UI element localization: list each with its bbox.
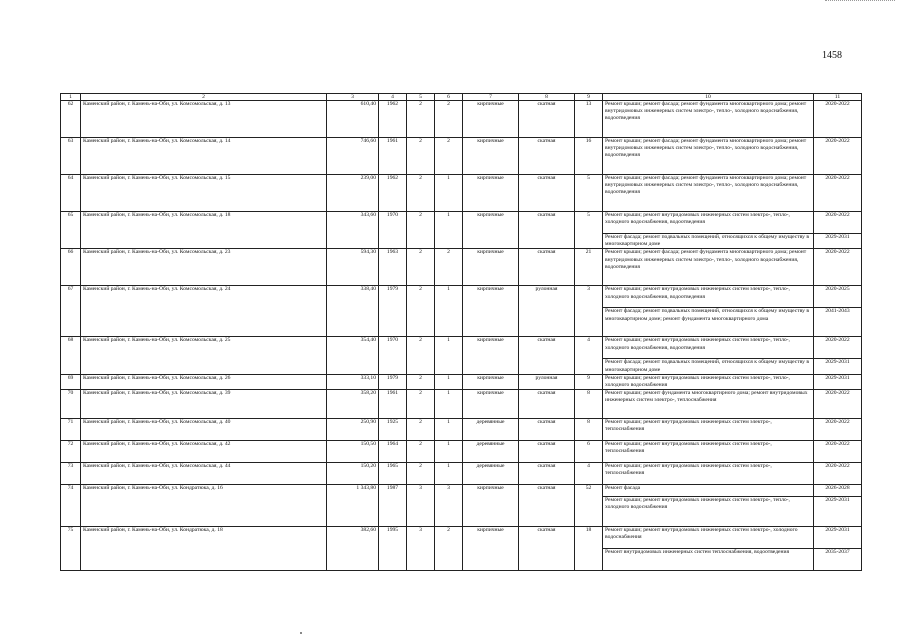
cell-address: Каменский район, г. Камень-на-Оби, ул. Комсомольская, д. 25 [81, 337, 327, 374]
cell-walls: кирпичные [463, 175, 519, 212]
cell-walls: кирпичные [463, 374, 519, 389]
cell-works: Ремонт крыши; ремонт внутридомовых инженерных систем электро-, тепло-, холодного водоснабжения [603, 497, 814, 527]
col-header-6: 6 [435, 94, 463, 101]
cell-year: 1965 [379, 463, 407, 485]
cell-number: 68 [61, 337, 81, 374]
col-header-9: 9 [575, 94, 603, 101]
cell-roof: скатная [519, 441, 575, 463]
cell-period: 2029-2031 [814, 359, 862, 374]
cell-address: Каменский район, г. Камень-на-Оби, ул. Комсомольская, д. 15 [81, 175, 327, 212]
cell-flats: 9 [575, 374, 603, 389]
cell-walls: деревянные [463, 463, 519, 485]
cell-number: 70 [61, 390, 81, 419]
table-row [61, 419, 862, 441]
col-header-10: 10 [603, 94, 814, 101]
cell-year: 1961 [379, 138, 407, 175]
cell-floors: 2 [407, 175, 435, 212]
cell-walls: кирпичные [463, 138, 519, 175]
cell-entrances: 2 [435, 138, 463, 175]
cell-period: 2020-2022 [814, 212, 862, 234]
cell-number: 74 [61, 485, 81, 527]
cell-year: 1962 [379, 175, 407, 212]
cell-number: 75 [61, 527, 81, 571]
cell-entrances: 1 [435, 390, 463, 419]
col-header-4: 4 [379, 94, 407, 101]
cell-address: Каменский район, г. Камень-на-Оби, ул. Кондратюка, д. 18 [81, 527, 327, 571]
cell-period: 2029-2031 [814, 527, 862, 549]
cell-period: 2020-2022 [814, 441, 862, 463]
col-header-5: 5 [407, 94, 435, 101]
cell-address: Каменский район, г. Камень-на-Оби, ул. Комсомольская, д. 23 [81, 249, 327, 286]
cell-entrances: 1 [435, 374, 463, 389]
cell-walls: кирпичные [463, 390, 519, 419]
cell-entrances: 1 [435, 286, 463, 337]
cell-area: 382,60 [327, 527, 379, 571]
table-row [61, 286, 862, 308]
cell-number: 72 [61, 441, 81, 463]
cell-works: Ремонт крыши; ремонт фасада; ремонт фундамента многоквартирного дома; ремонт внутридомовых инженерных систем электро-, тепло-, холодного водоснабжения, водоотведения [603, 175, 814, 212]
cell-walls: кирпичные [463, 485, 519, 527]
cell-period: 2035-2037 [814, 549, 862, 571]
cell-entrances: 3 [435, 485, 463, 527]
cell-flats: 3 [575, 286, 603, 337]
cell-works: Ремонт крыши; ремонт внутридомовых инженерных систем электро-, теплоснабжения [603, 441, 814, 463]
cell-roof: скатная [519, 390, 575, 419]
cell-walls: кирпичные [463, 101, 519, 138]
cell-roof: скатная [519, 337, 575, 374]
cell-area: 343,60 [327, 212, 379, 249]
cell-works: Ремонт фасада; ремонт подвальных помещений, относящихся к общему имуществу в многоквартирном доме [603, 234, 814, 249]
cell-works: Ремонт крыши; ремонт внутридомовых инженерных систем электро-, тепло-, холодного водоснабжения, водоотведения [603, 337, 814, 359]
cell-works: Ремонт крыши; ремонт фасада; ремонт фундамента многоквартирного дома; ремонт внутридомовых инженерных систем электро-, тепло-, холодного водоснабжения, водоотведения [603, 138, 814, 175]
cell-entrances: 2 [435, 249, 463, 286]
cell-works: Ремонт крыши; ремонт фасада; ремонт фундамента многоквартирного дома; ремонт внутридомовых инженерных систем электро-, тепло-, холодного водоснабжения, водоотведения [603, 249, 814, 286]
cell-period: 2020-2022 [814, 101, 862, 138]
table-row [61, 390, 862, 419]
table-row [61, 212, 862, 234]
cell-entrances: 1 [435, 175, 463, 212]
cell-flats: 13 [575, 101, 603, 138]
cell-entrances: 1 [435, 212, 463, 249]
cell-flats: 8 [575, 390, 603, 419]
cell-roof: скатная [519, 175, 575, 212]
table-row [61, 527, 862, 549]
cell-works: Ремонт крыши; ремонт внутридомовых инженерных систем электро-, тепло-, холодного водоснабжения [603, 374, 814, 389]
cell-area: 594,30 [327, 249, 379, 286]
cell-roof: скатная [519, 527, 575, 571]
cell-works: Ремонт внутридомовых инженерных систем теплоснабжения, водоотведения [603, 549, 814, 571]
cell-entrances: 1 [435, 419, 463, 441]
cell-period: 2029-2031 [814, 497, 862, 527]
cell-address: Каменский район, г. Камень-на-Оби, ул. Комсомольская, д. 24 [81, 286, 327, 337]
cell-year: 1987 [379, 485, 407, 527]
cell-works: Ремонт фасада; ремонт подвальных помещений, относящихся к общему имуществу в многоквартирном доме; ремонт фундамента многоквартирного дома [603, 308, 814, 337]
cell-entrances: 2 [435, 527, 463, 571]
cell-area: 1 343,80 [327, 485, 379, 527]
cell-period: 2029-2031 [814, 234, 862, 249]
cell-entrances: 1 [435, 441, 463, 463]
cell-flats: 8 [575, 419, 603, 441]
cell-period: 2041-2043 [814, 308, 862, 337]
cell-flats: 18 [575, 527, 603, 571]
cell-address: Каменский район, г. Камень-на-Оби, ул. Комсомольская, д. 44 [81, 463, 327, 485]
table-row [61, 485, 862, 497]
cell-number: 62 [61, 101, 81, 138]
cell-year: 1925 [379, 419, 407, 441]
cell-floors: 2 [407, 441, 435, 463]
cell-address: Каменский район, г. Камень-на-Оби, ул. Комсомольская, д. 13 [81, 101, 327, 138]
cell-period: 2020-2022 [814, 175, 862, 212]
cell-entrances: 1 [435, 337, 463, 374]
cell-floors: 2 [407, 463, 435, 485]
cell-period: 2020-2022 [814, 337, 862, 359]
table-row [61, 101, 862, 138]
cell-floors: 3 [407, 485, 435, 527]
cell-flats: 5 [575, 175, 603, 212]
cell-address: Каменский район, г. Камень-на-Оби, ул. Комсомольская, д. 18 [81, 212, 327, 249]
cell-floors: 2 [407, 419, 435, 441]
cell-period: 2020-2022 [814, 463, 862, 485]
table-row [61, 441, 862, 463]
col-header-3: 3 [327, 94, 379, 101]
cell-flats: 6 [575, 441, 603, 463]
cell-walls: кирпичные [463, 249, 519, 286]
cell-roof: рулонная [519, 286, 575, 337]
cell-flats: 5 [575, 212, 603, 249]
cell-number: 71 [61, 419, 81, 441]
cell-roof: скатная [519, 463, 575, 485]
cell-number: 69 [61, 374, 81, 389]
col-header-7: 7 [463, 94, 519, 101]
cell-period: 2020-2022 [814, 390, 862, 419]
scan-dot [300, 632, 302, 634]
cell-works: Ремонт крыши; ремонт внутридомовых инженерных систем электро-, теплоснабжения [603, 419, 814, 441]
cell-floors: 2 [407, 138, 435, 175]
col-header-1: 1 [61, 94, 81, 101]
cell-address: Каменский район, г. Камень-на-Оби, ул. Комсомольская, д. 40 [81, 419, 327, 441]
cell-walls: кирпичные [463, 527, 519, 571]
cell-address: Каменский район, г. Камень-на-Оби, ул. Комсомольская, д. 26 [81, 374, 327, 389]
cell-roof: скатная [519, 485, 575, 527]
page-number: 1458 [822, 50, 842, 61]
cell-walls: деревянные [463, 419, 519, 441]
housing-register-table [60, 93, 862, 571]
cell-area: 239,00 [327, 175, 379, 212]
table-row [61, 138, 862, 175]
cell-entrances: 2 [435, 101, 463, 138]
cell-year: 1962 [379, 101, 407, 138]
cell-walls: кирпичные [463, 286, 519, 337]
cell-flats: 52 [575, 485, 603, 527]
cell-area: 746,60 [327, 138, 379, 175]
cell-area: 610,40 [327, 101, 379, 138]
cell-area: 150,50 [327, 441, 379, 463]
column-numbers-row [61, 94, 862, 101]
cell-year: 1963 [379, 249, 407, 286]
table-row [61, 337, 862, 359]
cell-address: Каменский район, г. Камень-на-Оби, ул. Кондратюка, д. 16 [81, 485, 327, 527]
cell-number: 67 [61, 286, 81, 337]
cell-floors: 2 [407, 101, 435, 138]
col-header-8: 8 [519, 94, 575, 101]
cell-flats: 21 [575, 249, 603, 286]
cell-area: 150,20 [327, 463, 379, 485]
cell-period: 2020-2022 [814, 138, 862, 175]
cell-floors: 2 [407, 286, 435, 337]
cell-number: 65 [61, 212, 81, 249]
cell-floors: 2 [407, 337, 435, 374]
cell-period: 2020-2025 [814, 286, 862, 308]
cell-area: 333,10 [327, 374, 379, 389]
cell-area: 354,40 [327, 337, 379, 374]
cell-number: 64 [61, 175, 81, 212]
cell-year: 1964 [379, 441, 407, 463]
cell-year: 1961 [379, 390, 407, 419]
cell-number: 63 [61, 138, 81, 175]
col-header-2: 2 [81, 94, 327, 101]
cell-floors: 2 [407, 374, 435, 389]
cell-entrances: 1 [435, 463, 463, 485]
cell-period: 2020-2022 [814, 249, 862, 286]
cell-address: Каменский район, г. Камень-на-Оби, ул. Комсомольская, д. 14 [81, 138, 327, 175]
cell-period: 2029-2031 [814, 374, 862, 389]
cell-area: 250,90 [327, 419, 379, 441]
cell-year: 1995 [379, 527, 407, 571]
cell-area: 358,20 [327, 390, 379, 419]
cell-roof: скатная [519, 212, 575, 249]
table-row [61, 175, 862, 212]
cell-address: Каменский район, г. Камень-на-Оби, ул. Комсомольская, д. 42 [81, 441, 327, 463]
cell-flats: 4 [575, 463, 603, 485]
cell-roof: скатная [519, 419, 575, 441]
cell-roof: скатная [519, 138, 575, 175]
table-row [61, 463, 862, 485]
cell-roof: рулонная [519, 374, 575, 389]
cell-year: 1979 [379, 374, 407, 389]
table-row [61, 374, 862, 389]
cell-works: Ремонт фасада; ремонт подвальных помещений, относящихся к общему имуществу в многоквартирном доме [603, 359, 814, 374]
cell-number: 73 [61, 463, 81, 485]
cell-area: 338,40 [327, 286, 379, 337]
cell-flats: 4 [575, 337, 603, 374]
cell-address: Каменский район, г. Камень-на-Оби, ул. Комсомольская, д. 39 [81, 390, 327, 419]
cell-number: 66 [61, 249, 81, 286]
cell-year: 1979 [379, 286, 407, 337]
cell-floors: 3 [407, 527, 435, 571]
cell-walls: кирпичные [463, 212, 519, 249]
cell-works: Ремонт крыши; ремонт внутридомовых инженерных систем электро-, холодного водоснабжения [603, 527, 814, 549]
cell-works: Ремонт крыши; ремонт внутридомовых инженерных систем электро-, теплоснабжения [603, 463, 814, 485]
cell-period: 2026-2028 [814, 485, 862, 497]
col-header-11: 11 [814, 94, 862, 101]
cell-works: Ремонт крыши; ремонт фундамента многоквартирного дома; ремонт внутридомовых инженерных систем электро-, теплоснабжения [603, 390, 814, 419]
cell-works: Ремонт крыши; ремонт внутридомовых инженерных систем электро-, тепло-, холодного водоснабжения, водоотведения [603, 286, 814, 308]
cell-works: Ремонт фасада [603, 485, 814, 497]
cell-period: 2020-2022 [814, 419, 862, 441]
cell-works: Ремонт крыши; ремонт внутридомовых инженерных систем электро-, тепло-, холодного водоснабжения, водоотведения [603, 212, 814, 234]
scan-edge-mark [825, 0, 895, 4]
cell-floors: 2 [407, 249, 435, 286]
cell-year: 1970 [379, 212, 407, 249]
table-body [61, 94, 862, 571]
cell-flats: 16 [575, 138, 603, 175]
cell-roof: скатная [519, 249, 575, 286]
cell-year: 1970 [379, 337, 407, 374]
cell-walls: деревянные [463, 441, 519, 463]
table-row [61, 249, 862, 286]
cell-floors: 2 [407, 390, 435, 419]
cell-walls: кирпичные [463, 337, 519, 374]
cell-roof: скатная [519, 101, 575, 138]
cell-works: Ремонт крыши; ремонт фасада; ремонт фундамента многоквартирного дома; ремонт внутридомовых инженерных систем электро-, тепло-, холодного водоснабжения, водоотведения [603, 101, 814, 138]
cell-floors: 2 [407, 212, 435, 249]
